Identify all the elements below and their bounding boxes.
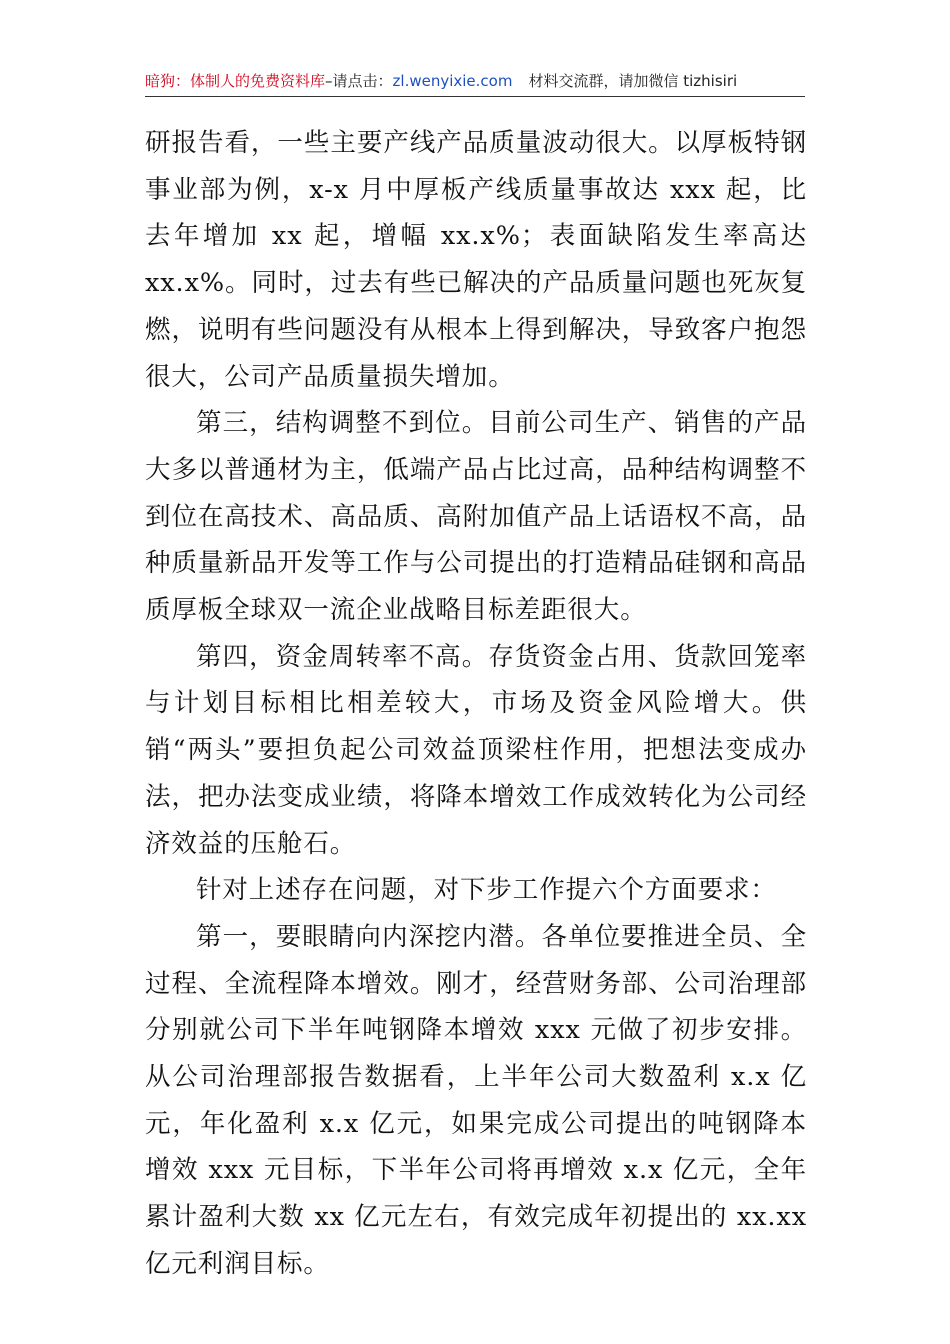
header-contact: 材料交流群，请加微信 tizhisiri <box>528 72 738 90</box>
header-link[interactable]: zl.wenyixie.com <box>392 72 513 90</box>
page-header <box>145 66 805 97</box>
header-link-prefix: –请点击： <box>325 72 393 90</box>
paragraph-continuation: 研报告看，一些主要产线产品质量波动很大。以厚板特钢事业部为例，x-x 月中厚板产线质量事故达 xxx 起，比去年增加 xx 起，增幅 xx.x%；表面缺陷发生率高达 xx.x%。同时，过去有些已解决的产品质量问题也死灰复燃，说明有些问题没有从根本上得到解决，导致客户抱怨很大，公司产品质量损失增加。 <box>145 128 807 392</box>
header-brand: 暗狗：体制人的免费资料库 <box>145 72 326 90</box>
paragraph-first-requirement: 第一，要眼睛向内深挖内潜。各单位要推进全员、全过程、全流程降本增效。刚才，经营财务部、公司治理部分别就公司下半年吨钢降本增效 xxx 元做了初步安排。从公司治理部报告数据看，上半年公司大数盈利 x.x 亿元，年化盈利 x.x 亿元，如果完成公司提出的吨钢降本增效 xxx 元目标，下半年公司将再增效 x.x 亿元，全年累计盈利大数 xx 亿元左右，有效完成年初提出的 xx.xx 亿元利润目标。 <box>145 921 807 1279</box>
paragraph-requirements-intro: 针对上述存在问题，对下步工作提六个方面要求： <box>196 875 777 906</box>
document-body <box>145 120 807 1288</box>
paragraph-third-point: 第三，结构调整不到位。目前公司生产、销售的产品大多以普通材为主，低端产品占比过高，品种结构调整不到位在高技术、高品质、高附加值产品上话语权不高，品种质量新品开发等工作与公司提出的打造精品硅钢和高品质厚板全球双一流企业战略目标差距很大。 <box>145 408 807 626</box>
paragraph-fourth-point: 第四，资金周转率不高。存货资金占用、货款回笼率与计划目标相比相差较大，市场及资金风险增大。供销“两头”要担负起公司效益顶梁柱作用，把想法变成办法，把办法变成业绩，将降本增效工作成效转化为公司经济效益的压舱石。 <box>145 641 807 859</box>
